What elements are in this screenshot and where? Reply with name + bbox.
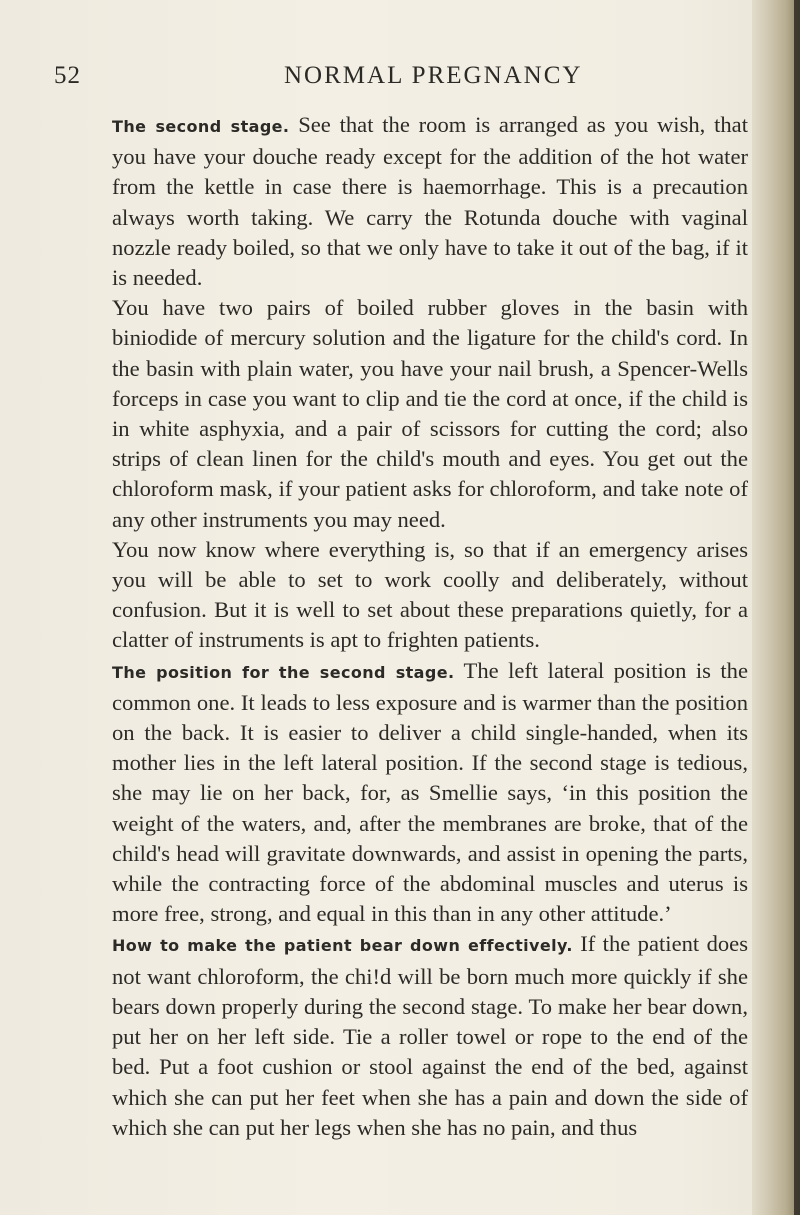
paragraph: [112, 929, 748, 1142]
paragraph-text: You now know where everything is, so that if an emergency arises you will be able to set to work coolly and deliberately, without confusion. But it is well to set about these preparations quietly, for a clatter of instruments is apt to frighten patients.: [112, 536, 748, 653]
running-title: NORMAL PREGNANCY: [284, 62, 583, 89]
paragraph-heading: The position for the second stage.: [112, 662, 455, 682]
paragraph: [112, 656, 748, 930]
running-head: [54, 62, 694, 98]
paragraph-heading: How to make the patient bear down effectively.: [112, 936, 573, 956]
paragraph-text: See that the room is arranged as you wish, that you have your douche ready except for the addition of the hot water from the kettle in case there is haemorrhage. This is a precaution always worth taking. We carry the Rotunda douche with vaginal nozzle ready boiled, so that we only have to take it out of the bag, if it is needed.: [112, 112, 748, 291]
paragraph-text: You have two pairs of boiled rubber gloves in the basin with biniodide of mercury solution and the ligature for the child's cord. In the basin with plain water, you have your nail brush, a Spencer-Wells forceps in case you want to clip and tie the cord at once, if the child is in white asphyxia, and a pair of scissors for cutting the cord; also strips of clean linen for the child's mouth and eyes. You get out the chloroform mask, if your patient asks for chloroform, and take note of any other instruments you may need.: [112, 295, 748, 532]
paragraph: [112, 293, 748, 535]
paragraph: [112, 535, 748, 656]
page-number: 52: [54, 62, 81, 89]
paragraph-text: The left lateral position is the common one. It leads to less exposure and is warmer than the position on the back. It is easier to deliver a child single-handed, when its mother lies in the left lateral position. If the second stage is tedious, she may lie on her back, for, as Smellie says, ‘in this position the weight of the waters, and, after the membranes are broke, that of the child's head will gravitate downwards, and assist in opening the parts, while the contracting force of the abdominal muscles and uterus is more free, strong, and equal in this than in any other attitude.’: [112, 657, 748, 927]
paragraph-text: If the patient does not want chloroform, the chi!d will be born much more quickly if she bears down properly during the second stage. To make her bear down, put her on her left side. Tie a roller towel or rope to the end of the bed. Put a foot cushion or stool against the end of the bed, against which she can put her feet when she has a pain and down the side of which she can put her legs when she has no pain, and thus: [112, 931, 748, 1140]
paragraph: [112, 110, 748, 293]
paragraph-heading: The second stage.: [112, 117, 290, 136]
page-edge: [794, 0, 800, 1215]
body-text: [112, 110, 748, 1143]
page-gutter: [752, 0, 800, 1215]
